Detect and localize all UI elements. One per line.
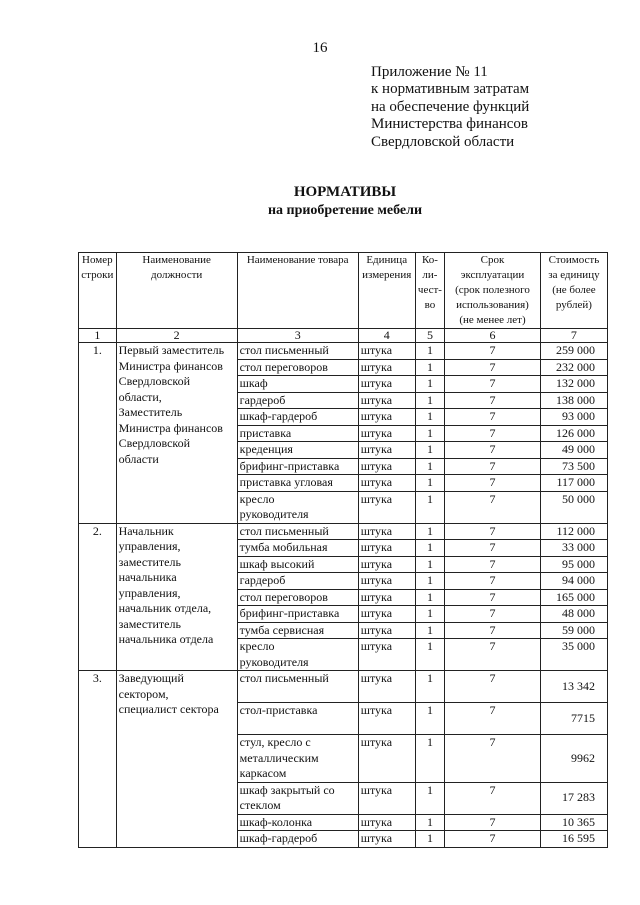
position-line: Первый заместитель — [118, 343, 225, 357]
unit-cell: штука — [358, 376, 415, 393]
item-line: стол переговоров — [239, 359, 328, 374]
item-name — [237, 392, 358, 409]
position-line: Начальник — [118, 523, 174, 538]
document-title: НОРМАТИВЫ — [293, 184, 397, 200]
qty-cell: 1 — [415, 475, 445, 492]
term-cell: 7 — [445, 491, 541, 523]
position-name — [116, 671, 237, 848]
cost-cell: 59 000 — [540, 622, 607, 639]
header-text: измерения — [362, 269, 412, 281]
term-cell: 7 — [445, 639, 541, 671]
unit-cell: штука — [358, 523, 415, 540]
unit-cell: штука — [358, 359, 415, 376]
item-line: гардероб — [239, 573, 286, 587]
table-row — [79, 523, 608, 540]
unit-cell: штука — [358, 606, 415, 623]
qty-cell: 1 — [415, 573, 445, 590]
position-line: начальника — [118, 570, 177, 584]
header-text: за единицу — [548, 269, 600, 281]
qty-cell: 1 — [415, 491, 445, 523]
header-text: должности — [151, 269, 203, 281]
position-line: области — [118, 451, 159, 466]
header-cost — [540, 253, 607, 329]
cost-cell: 73 500 — [540, 458, 607, 475]
unit-cell: штука — [358, 475, 415, 492]
header-term — [445, 253, 541, 329]
qty-cell: 1 — [415, 376, 445, 393]
header-num — [79, 253, 117, 329]
appendix-line: Свердловской области — [371, 133, 515, 150]
appendix-line: Приложение № 11 — [371, 64, 488, 80]
qty-cell: 1 — [415, 831, 445, 848]
appendix-line: к нормативным затратам — [371, 81, 530, 98]
qty-cell: 1 — [415, 671, 445, 703]
appendix-line: на обеспечение функций — [371, 98, 530, 115]
unit-cell: штука — [358, 442, 415, 459]
unit-cell: штука — [358, 556, 415, 573]
unit-cell: штука — [358, 409, 415, 426]
qty-cell: 1 — [415, 622, 445, 639]
unit-cell: штука — [358, 814, 415, 831]
header-text: (не более — [552, 284, 596, 296]
position-line: управления, — [118, 585, 181, 600]
term-cell: 7 — [445, 622, 541, 639]
unit-cell: штука — [358, 573, 415, 590]
cost-cell: 10 365 — [540, 814, 607, 831]
item-line: руководителя — [239, 654, 309, 669]
term-cell: 7 — [445, 392, 541, 409]
header-text: (не менее лет) — [459, 314, 526, 326]
qty-cell: 1 — [415, 458, 445, 475]
unit-cell: штука — [358, 782, 415, 814]
unit-cell: штука — [358, 589, 415, 606]
cost-cell: 117 000 — [540, 475, 607, 492]
cost-cell: 95 000 — [540, 556, 607, 573]
qty-cell: 1 — [415, 425, 445, 442]
item-line: шкаф-гардероб — [239, 409, 318, 423]
position-line: специалист сектора — [118, 702, 219, 716]
term-cell: 7 — [445, 573, 541, 590]
term-cell: 7 — [445, 523, 541, 540]
qty-cell: 1 — [415, 540, 445, 557]
item-line: каркасом — [239, 766, 287, 780]
qty-cell: 1 — [415, 703, 445, 735]
cost-cell: 165 000 — [540, 589, 607, 606]
position-line: заместитель — [118, 554, 181, 569]
header-text: использования) — [456, 299, 529, 311]
qty-cell: 1 — [415, 639, 445, 671]
term-cell: 7 — [445, 606, 541, 623]
header-item — [237, 253, 358, 329]
qty-cell: 1 — [415, 359, 445, 376]
qty-cell: 1 — [415, 814, 445, 831]
header-text: Единица — [366, 254, 408, 266]
header-text: во — [424, 299, 436, 311]
term-cell: 7 — [445, 831, 541, 848]
item-line: приставка угловая — [239, 475, 333, 489]
item-name — [237, 425, 358, 442]
unit-cell: штука — [358, 735, 415, 783]
item-name — [237, 442, 358, 459]
position-line: начальника отдела — [118, 632, 214, 646]
qty-cell: 1 — [415, 442, 445, 459]
table-row — [79, 343, 608, 360]
qty-cell: 1 — [415, 782, 445, 814]
item-name — [237, 622, 358, 639]
row-number: 1. — [79, 343, 117, 524]
item-line: шкаф — [239, 376, 268, 390]
unit-cell: штука — [358, 491, 415, 523]
column-number: 2 — [116, 329, 237, 343]
qty-cell: 1 — [415, 392, 445, 409]
item-line: стол письменный — [239, 671, 329, 685]
header-text: рублей) — [555, 299, 592, 311]
item-name — [237, 376, 358, 393]
position-line: Заместитель — [118, 405, 183, 419]
header-text: ли- — [422, 269, 438, 281]
column-number: 3 — [237, 329, 358, 343]
position-name — [116, 343, 237, 524]
item-name — [237, 475, 358, 492]
unit-cell: штука — [358, 458, 415, 475]
unit-cell: штука — [358, 540, 415, 557]
qty-cell: 1 — [415, 409, 445, 426]
cost-cell: 49 000 — [540, 442, 607, 459]
term-cell: 7 — [445, 442, 541, 459]
item-name — [237, 671, 358, 703]
position-line: Заведующий — [118, 671, 184, 685]
position-line: начальник отдела, — [118, 601, 212, 615]
item-line: стул, кресло с — [239, 735, 311, 749]
item-name — [237, 573, 358, 590]
cost-cell: 48 000 — [540, 606, 607, 623]
item-name — [237, 523, 358, 540]
qty-cell: 1 — [415, 523, 445, 540]
appendix-line: Министерства финансов — [371, 116, 528, 133]
item-line: шкаф-колонка — [239, 814, 313, 829]
header-text: строки — [81, 269, 114, 281]
unit-cell: штука — [358, 831, 415, 848]
cost-cell: 16 595 — [540, 831, 607, 848]
qty-cell: 1 — [415, 343, 445, 360]
item-line: стеклом — [239, 798, 281, 812]
header-qty — [415, 253, 445, 329]
item-line: кресло — [239, 639, 275, 653]
item-line: стол переговоров — [239, 589, 328, 604]
term-cell: 7 — [445, 814, 541, 831]
unit-cell: штука — [358, 671, 415, 703]
item-line: металлическим — [239, 750, 319, 765]
term-cell: 7 — [445, 343, 541, 360]
header-text: (срок полезного — [455, 284, 530, 296]
unit-cell: штука — [358, 425, 415, 442]
unit-cell: штука — [358, 639, 415, 671]
position-line: Министра финансов — [118, 358, 223, 373]
item-name — [237, 343, 358, 360]
term-cell: 7 — [445, 703, 541, 735]
qty-cell: 1 — [415, 735, 445, 783]
unit-cell: штука — [358, 622, 415, 639]
header-text: чест- — [417, 284, 442, 296]
term-cell: 7 — [445, 556, 541, 573]
item-name — [237, 735, 358, 783]
qty-cell: 1 — [415, 589, 445, 606]
item-name — [237, 831, 358, 848]
item-line: тумба мобильная — [239, 540, 328, 554]
item-line: шкаф высокий — [239, 556, 315, 571]
item-name — [237, 639, 358, 671]
item-name — [237, 703, 358, 735]
header-position — [116, 253, 237, 329]
column-number: 5 — [415, 329, 445, 343]
cost-cell: 50 000 — [540, 491, 607, 523]
position-line: управления, — [118, 539, 181, 553]
qty-cell: 1 — [415, 606, 445, 623]
item-name — [237, 491, 358, 523]
cost-cell: 7715 — [540, 703, 607, 735]
cost-cell: 9962 — [540, 735, 607, 783]
position-line: заместитель — [118, 616, 181, 631]
term-cell: 7 — [445, 458, 541, 475]
furniture-norms-table — [78, 252, 608, 848]
header-text: Номер — [82, 254, 113, 266]
cost-cell: 35 000 — [540, 639, 607, 671]
header-unit — [358, 253, 415, 329]
cost-cell: 13 342 — [540, 671, 607, 703]
column-number: 7 — [540, 329, 607, 343]
item-line: кресло — [239, 491, 275, 506]
table-body — [79, 343, 608, 848]
cost-cell: 33 000 — [540, 540, 607, 557]
item-line: шкаф закрытый со — [239, 782, 335, 797]
column-number: 6 — [445, 329, 541, 343]
header-text: Ко- — [421, 254, 438, 266]
header-row — [79, 253, 608, 329]
term-cell: 7 — [445, 589, 541, 606]
term-cell: 7 — [445, 475, 541, 492]
qty-cell: 1 — [415, 556, 445, 573]
position-line: сектором, — [118, 686, 169, 701]
row-number: 2. — [79, 523, 117, 671]
item-name — [237, 409, 358, 426]
cost-cell: 259 000 — [540, 343, 607, 360]
unit-cell: штука — [358, 343, 415, 360]
item-line: стол-приставка — [239, 703, 318, 717]
header-text: Срок — [480, 254, 505, 266]
item-line: брифинг-приставка — [239, 458, 340, 473]
term-cell: 7 — [445, 376, 541, 393]
item-line: руководителя — [239, 507, 309, 521]
cost-cell: 232 000 — [540, 359, 607, 376]
header-text: Стоимость — [548, 254, 600, 266]
position-line: Свердловской — [118, 374, 191, 388]
term-cell: 7 — [445, 671, 541, 703]
column-number-row — [79, 329, 608, 343]
position-name — [116, 523, 237, 671]
column-number: 1 — [79, 329, 117, 343]
item-name — [237, 606, 358, 623]
cost-cell: 94 000 — [540, 573, 607, 590]
item-name — [237, 814, 358, 831]
item-line: стол письменный — [239, 523, 329, 538]
item-line: брифинг-приставка — [239, 606, 340, 620]
item-name — [237, 589, 358, 606]
item-name — [237, 556, 358, 573]
item-line: приставка — [239, 425, 292, 440]
item-name — [237, 782, 358, 814]
cost-cell: 132 000 — [540, 376, 607, 393]
cost-cell: 112 000 — [540, 523, 607, 540]
term-cell: 7 — [445, 540, 541, 557]
document-subtitle: на приобретение мебели — [267, 203, 423, 218]
term-cell: 7 — [445, 425, 541, 442]
table-row — [79, 671, 608, 703]
term-cell: 7 — [445, 782, 541, 814]
position-line: Министра финансов — [118, 420, 223, 435]
unit-cell: штука — [358, 703, 415, 735]
item-line: гардероб — [239, 392, 286, 407]
appendix-note — [371, 64, 529, 151]
item-name — [237, 359, 358, 376]
cost-cell: 17 283 — [540, 782, 607, 814]
item-line: стол письменный — [239, 343, 329, 357]
page-number: 16 — [312, 40, 328, 56]
header-text: эксплуатации — [460, 269, 525, 281]
item-line: шкаф-гардероб — [239, 831, 318, 845]
row-number: 3. — [79, 671, 117, 848]
cost-cell: 138 000 — [540, 392, 607, 409]
term-cell: 7 — [445, 735, 541, 783]
header-text: Наименование товара — [246, 254, 349, 266]
header-text: Наименование — [142, 254, 211, 266]
cost-cell: 126 000 — [540, 425, 607, 442]
item-name — [237, 540, 358, 557]
item-name — [237, 458, 358, 475]
term-cell: 7 — [445, 409, 541, 426]
term-cell: 7 — [445, 359, 541, 376]
item-line: креденция — [239, 442, 293, 456]
cost-cell: 93 000 — [540, 409, 607, 426]
item-line: тумба сервисная — [239, 622, 325, 637]
position-line: области, — [118, 389, 162, 404]
column-number: 4 — [358, 329, 415, 343]
position-line: Свердловской — [118, 436, 191, 450]
unit-cell: штука — [358, 392, 415, 409]
